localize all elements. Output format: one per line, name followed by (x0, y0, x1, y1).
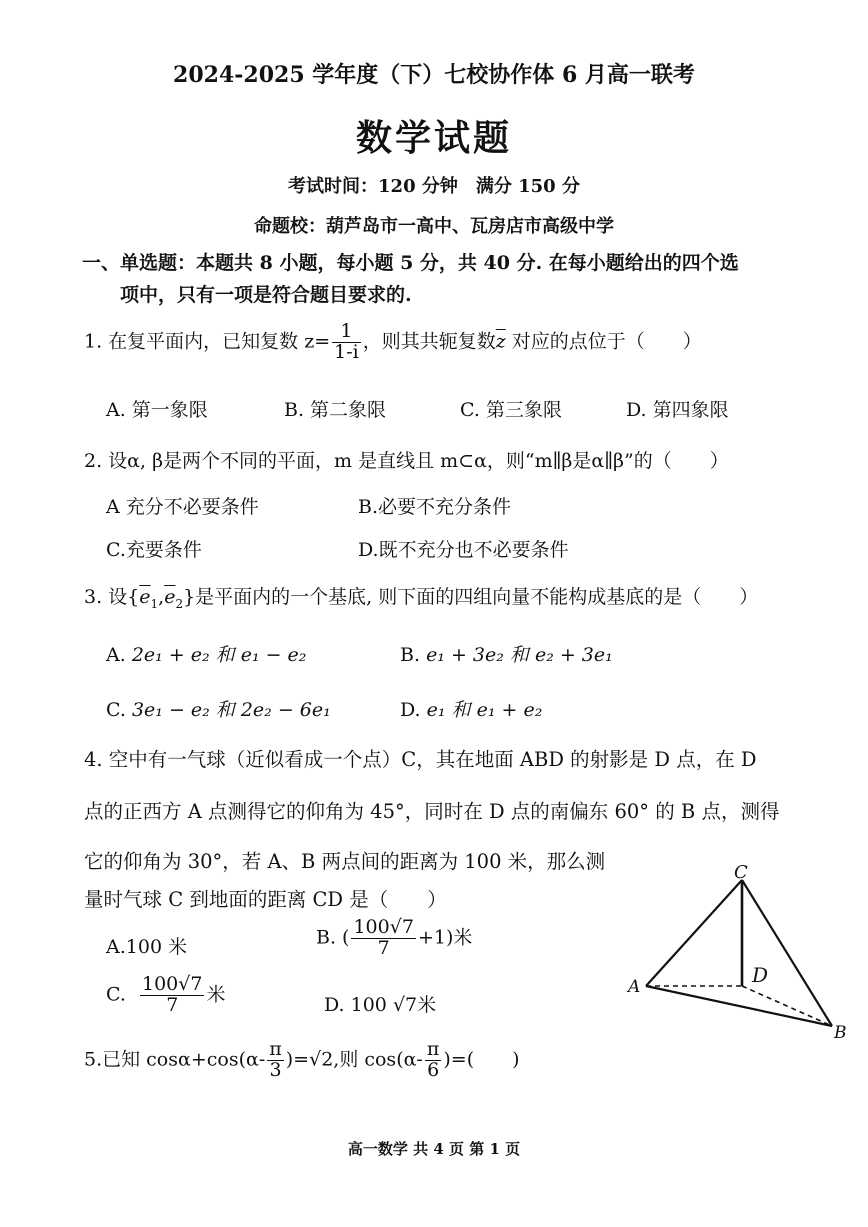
q3-e1: $\overline{e}$ (139, 586, 151, 608)
q1-fraction (332, 322, 361, 363)
author-schools: 命题校：葫芦岛市一高中、瓦房店市高级中学 (254, 216, 614, 237)
q1-option-c: C. 第三象限 (460, 399, 562, 421)
exam-time-info: 考试时间：120 分钟 满分 150 分 (288, 176, 580, 197)
q4-option-b-den: 7 (377, 936, 390, 959)
q4-option-d: D. 100 √7米 (324, 994, 437, 1016)
q3-option-c (106, 695, 331, 722)
edge-ca (646, 880, 742, 986)
q4-option-c-frac (140, 975, 204, 1016)
q4-option-c (106, 975, 225, 1016)
q4-option-c-num: 100√7 (142, 973, 203, 995)
q4-option-b-frac (351, 918, 415, 959)
q1-frac-den: 1-i (334, 340, 359, 363)
q3-option-b (400, 640, 613, 667)
q3-option-a (106, 640, 306, 667)
q4-option-b-post: +1)米 (417, 926, 473, 949)
q1-option-a: A. 第一象限 (106, 399, 208, 421)
q5-frac-pi-6 (425, 1040, 442, 1081)
q5-frac-pi-3 (267, 1040, 284, 1081)
edge-cb (742, 880, 832, 1026)
q3-option-d-label: D. (400, 699, 421, 721)
q4-tetrahedron-figure (620, 858, 852, 1046)
q1-zbar: $\overline{z}$ (495, 330, 506, 353)
q5-three: 3 (269, 1058, 282, 1081)
q5-pi-1: π (269, 1038, 282, 1060)
q2-option-b: B.必要不充分条件 (358, 496, 512, 518)
q2-option-a: A 充分不必要条件 (106, 496, 259, 518)
q3-option-a-label: A. (106, 644, 126, 666)
question-4-line2: 点的正西方 A 点测得它的仰角为 45°，同时在 D 点的南偏东 60° 的 B 点，测得 (84, 800, 780, 823)
q5-six: 6 (427, 1058, 440, 1081)
q1-option-d: D. 第四象限 (626, 399, 729, 421)
question-4-line1: 4. 空中有一气球（近似看成一个点）C，其在地面 ABD 的射影是 D 点，在 D (84, 748, 757, 771)
q1-suffix: ，则其共轭复数 (362, 330, 496, 353)
q4-option-c-post: 米 (206, 983, 226, 1006)
q3-comma: , (158, 586, 165, 608)
q4-option-b-pre: B. ( (316, 926, 350, 949)
q3-option-a-expr: 2e₁ + e₂ 和 e₁ − e₂ (131, 644, 307, 666)
label-a: A (628, 977, 641, 997)
q4-option-c-den: 7 (166, 993, 179, 1016)
q4-option-b (316, 918, 472, 959)
question-3 (84, 582, 758, 611)
question-4-line4: 量时气球 C 到地面的距离 CD 是（ ） (84, 888, 447, 911)
q1-frac-num: 1 (332, 322, 361, 343)
q3-e2-sub: 2 (175, 596, 184, 611)
q3-option-c-expr: 3e₁ − e₂ 和 2e₂ − 6e₁ (131, 699, 331, 721)
section-heading-line2: 项中，只有一项是符合题目要求的. (120, 284, 412, 306)
q3-e2: $\overline{e}$ (164, 586, 176, 608)
q3-option-d (400, 695, 542, 722)
q3-prefix: 3. 设{ (84, 586, 140, 608)
q1-tail: 对应的点位于（ ） (505, 330, 702, 353)
q4-option-a: A.100 米 (106, 936, 188, 958)
question-2: 2. 设α, β是两个不同的平面，m 是直线且 m⊂α，则“m∥β是α∥β”的（ ） (84, 450, 729, 472)
subject-title: 数学试题 (355, 117, 512, 159)
q5-suffix: )=( ) (443, 1048, 520, 1071)
exam-title: 2024-2025 学年度（下）七校协作体 6 月高一联考 (173, 62, 695, 88)
question-4-line3: 它的仰角为 30°，若 A、B 两点间的距离为 100 米，那么测 (84, 850, 606, 873)
section-heading-line1: 一、单选题：本题共 8 小题，每小题 5 分，共 40 分. 在每小题给出的四个选 (82, 252, 739, 274)
q2-option-c: C.充要条件 (106, 539, 202, 561)
q4-option-c-pre: C. (106, 983, 126, 1006)
label-c: C (734, 862, 748, 883)
q3-option-b-label: B. (400, 644, 421, 666)
q5-prefix: 5.已知 cosα+cos(α- (84, 1048, 266, 1071)
q5-mid: )=√2,则 cos(α- (285, 1048, 423, 1071)
q5-pi-2: π (426, 1038, 440, 1060)
q1-prefix: 1. 在复平面内，已知复数 z= (84, 330, 331, 353)
q3-option-c-label: C. (106, 699, 126, 721)
question-5 (84, 1040, 520, 1081)
q3-option-b-expr: e₁ + 3e₂ 和 e₂ + 3e₁ (426, 644, 613, 666)
page-footer: 高一数学 共 4 页 第 1 页 (347, 1140, 521, 1158)
question-1 (84, 322, 702, 363)
q3-suffix: }是平面内的一个基底, 则下面的四组向量不能构成基底的是（ ） (183, 586, 759, 608)
q3-e1-sub: 1 (150, 596, 159, 611)
q3-option-d-expr: e₁ 和 e₁ + e₂ (426, 699, 543, 721)
label-b: B (834, 1023, 847, 1043)
edge-ab (646, 986, 832, 1026)
q1-option-b: B. 第二象限 (284, 399, 387, 421)
q2-option-d: D.既不充分也不必要条件 (358, 539, 569, 561)
label-d: D (752, 963, 769, 987)
q4-option-b-num: 100√7 (353, 916, 414, 938)
